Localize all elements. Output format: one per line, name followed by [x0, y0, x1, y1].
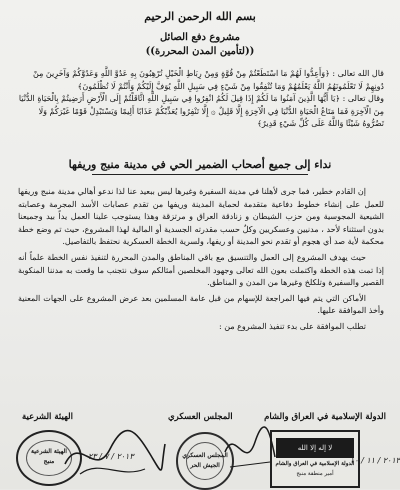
- quran-intro-2: وقال تعالى :: [342, 94, 384, 103]
- quran-verse-1: ﴿وَأَعِدُّوا لَهُمْ مَا اسْتَطَعْتُمْ مِنْ قُوَّةٍ وَمِنْ رِبَاطِ الْخَيْلِ تُرْهِبُونَ بِهِ عَدُوَّ اللَّهِ وَعَدُوَّكُمْ وَآخَرِينَ مِنْ دُونِهِمْ لَا تَعْلَمُونَهُمُ اللَّهُ يَعْلَمُهُمْ وَمَا تُنْفِقُوا مِنْ شَيْءٍ فِي سَبِيلِ اللَّهِ يُوَفَّ إِلَيْكُمْ وَأَنْتُمْ لَا تُظْلَمُونَ﴾: [32, 69, 384, 91]
- signatures-area: [0, 372, 400, 489]
- paragraph-2: حيث يهدف المشروع إلى العمل والتنسيق مع باقي المناطق والمدن المحررة لتنفيذ نفس الخطة علماً أنه إذا تمت هذه الخطة واكتملت بعون الله تعالى وجهود المخلصين أمثالكم سوف نتجنب ما وقعت به مدننا المنكوبة القصير والسفيرة وتلكلخ وغيرها من المدن و المناطق.: [18, 252, 384, 288]
- stamp-black-band: لا إله إلا الله: [276, 438, 354, 458]
- left-signatory-label: الهيئة الشرعية: [22, 412, 73, 422]
- quran-section: [18, 68, 384, 131]
- stamp-subtext: الجيش الحر: [190, 462, 220, 470]
- middle-signature-scribble: [220, 422, 280, 477]
- stamp-text: الدولة الإسلامية في العراق والشام: [275, 461, 355, 467]
- paragraph-4: تطلب الموافقة على بدء تنفيذ المشروع من :: [218, 321, 366, 331]
- stamp-subtext: أمير منطقة منبج: [296, 471, 334, 477]
- right-date: ٢٠١٣ / ١١ / ١٠: [350, 456, 400, 465]
- paragraph-1: إن القادم خطير، فما جرى لأهلنا في مدينة السفيرة وغيرها ليس ببعيد عنا لذا ندعو أهالي مدينة منبج وريفها للعمل على إنشاء خطوط دفاعية متقدمة لحماية المدينة وريفها من تقدم عصابات الأسد المجرمة وعصابته الشيعية المجوسية ومن حزب الشيطان و زنادقة العراق و مرتزقة وهذا يستوجب علينا العمل يداً بيد وجميعنا بدون استثناء لأحد ، مدنيين وعسكريين وكلٌ حسب مقدرته الجسدية أو المالية لهذا المشروع، حيث تم وضع خطة محكمة لأية صد أي هجوم أو تقدم نحو المدينة أو ريفها، ولسرية الخطة العسكرية نحتفظ بالتفاصيل.: [18, 187, 384, 247]
- middle-signatory-label: المجلس العسكري: [168, 412, 233, 422]
- document-title: مشروع دفع الصائل: [159, 32, 240, 43]
- stamp-subtext: منبج: [43, 458, 55, 465]
- left-date: ٢٠١٣ / ٧ / ٢٣: [88, 452, 134, 461]
- paragraph-3: الأماكن التي يتم فيها المراجعة للإسهام من قبل عامة المسلمين بعد عرض المشروع على الجهات المعنية وأخذ الموافقة عليها.: [18, 293, 384, 316]
- left-signature-scribble: [60, 424, 170, 484]
- islamic-state-stamp: [270, 430, 360, 488]
- call-heading: نداء إلى جميع أصحاب الضمير الحي في مدينة منبج وريفها: [68, 158, 332, 171]
- basmala: بسم الله الرحمن الرحيم: [144, 10, 256, 23]
- quran-intro-1: قال الله تعالى :: [332, 69, 384, 78]
- right-signatory-label: الدولة الإسلامية في العراق والشام: [264, 412, 386, 422]
- stamp-text: الهيئة الشرعية: [31, 447, 67, 455]
- body-text: [18, 186, 384, 337]
- stamp-text: المجلس العسكري: [182, 452, 228, 460]
- quran-verse-2: ﴿يَا أَيُّهَا الَّذِينَ آمَنُوا مَا لَكُمْ إِذَا قِيلَ لَكُمُ انْفِرُوا فِي سَبِيلِ اللَّهِ اثَّاقَلْتُمْ إِلَى الْأَرْضِ أَرَضِيتُمْ بِالْحَيَاةِ الدُّنْيَا مِنَ الْآخِرَةِ فَمَا مَتَاعُ الْحَيَاةِ الدُّنْيَا فِي الْآخِرَةِ إِلَّا قَلِيلٌ ۞ إِلَّا تَنْفِرُوا يُعَذِّبْكُمْ عَذَابًا أَلِيمًا وَيَسْتَبْدِلْ قَوْمًا غَيْرَكُمْ وَلَا تَضُرُّوهُ شَيْئًا وَاللَّهُ عَلَى كُلِّ شَيْءٍ قَدِيرٌ﴾: [18, 94, 384, 128]
- stamp-inner-ring: [186, 442, 224, 480]
- heading-underline: [92, 174, 308, 175]
- document-subtitle: ((لتأمين المدن المحررة)): [145, 46, 255, 57]
